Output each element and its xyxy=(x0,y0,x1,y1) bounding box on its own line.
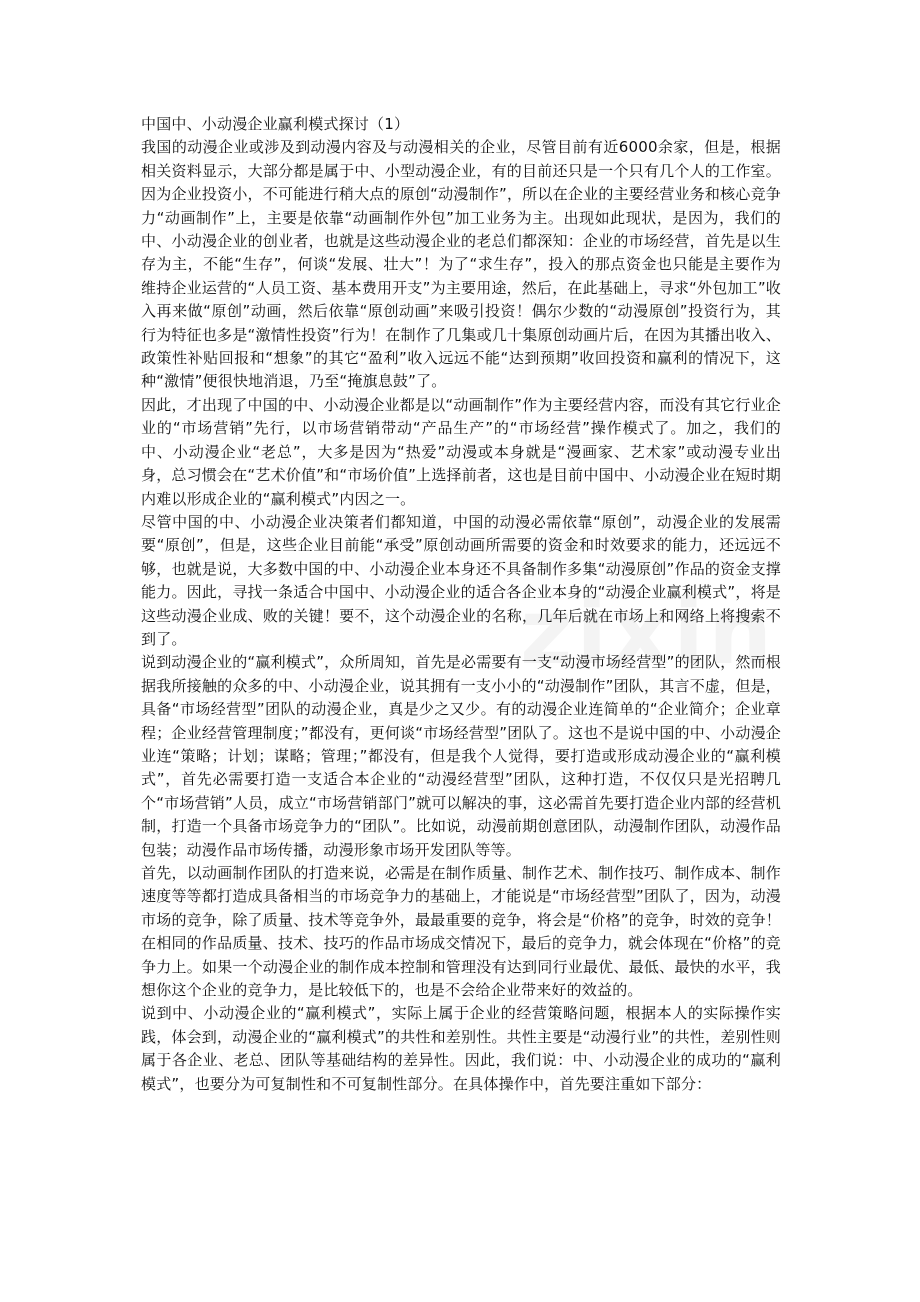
paragraph-3: 尽管中国的中、小动漫企业决策者们都知道，中国的动漫必需依靠“原创”，动漫企业的发展需要“原创”，但是，这些企业目前能“承受”原创动画所需要的资金和时效要求的能力，还远远不够，也就是说，大多数中国的中、小动漫企业本身还不具备制作多集“动漫原创”作品的资金支撑能力。因此，寻找一条适合中国中、小动漫企业的适合各企业本身的“动漫企业赢利模式”，将是这些动漫企业成、败的关键！要不，这个动漫企业的名称，几年后就在市场上和网络上将搜索不到了。 xyxy=(141,512,781,648)
document-body xyxy=(141,113,781,1096)
paragraph-2: 因此，才出现了中国的中、小动漫企业都是以“动画制作”作为主要经营内容，而没有其它行业企业的“市场营销”先行，以市场营销带动“产品生产”的“市场经营”操作模式了。加之，我们的中、小动漫企业“老总”，大多是因为“热爱”动漫或本身就是“漫画家、艺术家”或动漫专业出身，总习惯会在“艺术价值”和“市场价值”上选择前者，这也是目前中国中、小动漫企业在短时期内难以形成企业的“赢利模式”内因之一。 xyxy=(141,395,781,508)
document-title: 中国中、小动漫企业赢利模式探讨（1） xyxy=(141,115,410,133)
paragraph-4: 说到动漫企业的“赢利模式”，众所周知，首先是必需要有一支“动漫市场经营型”的团队，然而根据我所接触的众多的中、小动漫企业，说其拥有一支小小的“动漫制作”团队，其言不虚，但是，具备“市场经营型”团队的动漫企业，真是少之又少。有的动漫企业连简单的“企业简介；企业章程；企业经营管理制度；”都没有，更何谈“市场经营型”团队了。这也不是说中国的中、小动漫企业连“策略；计划；谋略；管理；”都没有，但是我个人觉得，要打造或形成动漫企业的“赢利模式”，首先必需要打造一支适合本企业的“动漫经营型”团队，这种打造，不仅仅只是光招聘几个“市场营销”人员，成立“市场营销部门”就可以解决的事，这必需首先要打造企业内部的经营机制，打造一个具备市场竞争力的“团队”。比如说，动漫前期创意团队，动漫制作团队，动漫作品包装；动漫作品市场传播，动漫形象市场开发团队等等。 xyxy=(141,653,781,859)
paragraph-1: 我国的动漫企业或涉及到动漫内容及与动漫相关的企业，尽管目前有近6000余家，但是，根据相关资料显示，大部分都是属于中、小型动漫企业，有的目前还只是一个只有几个人的工作室。因为企业投资小，不可能进行稍大点的原创“动漫制作”，所以在企业的主要经营业务和核心竞争力“动画制作”上，主要是依靠“动画制作外包”加工业务为主。出现如此现状，是因为，我们的中、小动漫企业的创业者，也就是这些动漫企业的老总们都深知：企业的市场经营，首先是以生存为主，不能“生存”，何谈“发展、壮大”！为了“求生存”，投入的那点资金也只能是主要作为维持企业运营的“人员工资、基本费用开支”为主要用途，然后，在此基础上，寻求“外包加工”收入再来做“原创”动画，然后依靠“原创动画”来吸引投资！偶尔少数的“动漫原创”投资行为，其行为特征也多是“激情性投资”行为！在制作了几集或几十集原创动画片后，在因为其播出收入、政策性补贴回报和“想象”的其它“盈利”收入远远不能“达到预期”收回投资和赢利的情况下，这种“激情”便很快地消退，乃至“掩旗息鼓”了。 xyxy=(141,138,781,391)
paragraph-5: 首先，以动画制作团队的打造来说，必需是在制作质量、制作艺术、制作技巧、制作成本、制作速度等等都打造成具备相当的市场竞争力的基础上，才能说是“市场经营型”团队了，因为，动漫市场的竞争，除了质量、技术等竞争外，最最重要的竞争，将会是“价格”的竞争，时效的竞争！在相同的作品质量、技术、技巧的作品市场成交情况下，最后的竞争力，就会体现在“价格”的竞争力上。如果一个动漫企业的制作成本控制和管理没有达到同行业最优、最低、最快的水平，我想你这个企业的竞争力，是比较低下的，也是不会给企业带来好的效益的。 xyxy=(141,864,781,1000)
paragraph-6: 说到中、小动漫企业的“赢利模式”，实际上属于企业的经营策略问题，根据本人的实际操作实践，体会到，动漫企业的“赢利模式”的共性和差别性。共性主要是“动漫行业”的共性，差别性则属于各企业、老总、团队等基础结构的差异性。因此，我们说：中、小动漫企业的成功的“赢利模式”，也要分为可复制性和不可复制性部分。在具体操作中，首先要注重如下部分： xyxy=(141,1004,781,1093)
